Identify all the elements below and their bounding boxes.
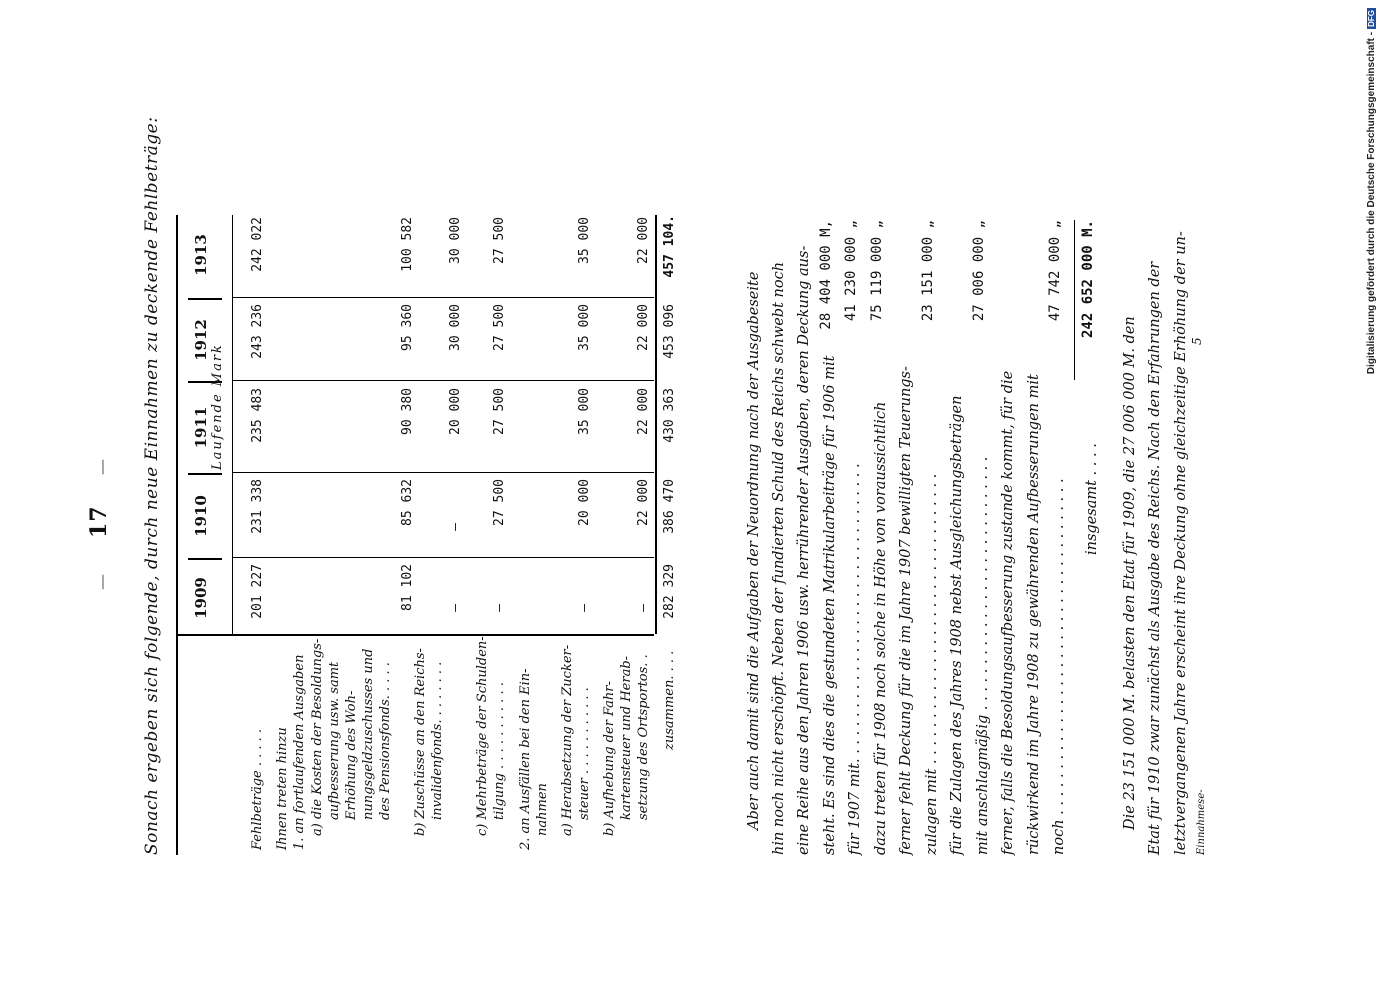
cell-r0-1913: 242 022 — [250, 217, 265, 272]
row-label-6-line-0: 2. an Ausfällen bei den Ein- — [518, 668, 533, 850]
row-label-7-line-1: steuer . . . . . . . . . . . — [577, 687, 592, 820]
amount-1908: 75 119 000 „ — [869, 220, 885, 322]
cell-r5-1913: 27 500 — [492, 217, 507, 264]
cell-r8-1909: — — [636, 604, 651, 612]
para1-line-10: ferner, falls die Besoldungsaufbesserung zustande kommt, für die — [1000, 370, 1016, 855]
para1-line-6: ferner fehlt Deckung für die im Jahre 1907 bewilligten Teuerungs- — [898, 366, 914, 855]
cell-r0-1911: 235 483 — [250, 388, 265, 443]
cell-r5-1911: 27 500 — [492, 388, 507, 435]
header-dash-right: — — [92, 459, 111, 475]
row-label-3-line-4: des Pensionsfonds. . . . . — [378, 662, 393, 820]
cell-r7-1911: 35 000 — [577, 388, 592, 435]
total-1913: 457 104. — [662, 215, 677, 278]
amount-1907: 41 230 000 „ — [843, 220, 859, 322]
cell-r7-1909: — — [577, 604, 592, 612]
para2-line-1: Etat für 1910 zwar zunächst als Ausgabe des Reichs. Nach den Erfahrungen der — [1147, 261, 1163, 855]
year-1911: 1911 — [192, 406, 210, 449]
row-label-fehlbetraege: Fehlbeträge . . . . . — [250, 728, 265, 850]
sum-rule — [655, 215, 657, 634]
cell-r3-1912: 95 360 — [400, 304, 415, 351]
cell-r0-1910: 231 338 — [250, 479, 265, 534]
total-label: zusammen. . . . — [662, 650, 677, 750]
cell-r8-1912: 22 000 — [636, 304, 651, 351]
cell-r4-1912: 30 000 — [448, 304, 463, 351]
para1-line-1: hin noch nicht erschöpft. Neben der fundierten Schuld des Reichs schwebt noch — [771, 261, 787, 855]
para1-line-5: dazu treten für 1908 noch solche in Höhe von voraussichtlich — [873, 401, 889, 855]
row-label-5-line-1: tilgung . . . . . . . . . . . — [492, 682, 507, 820]
cell-r3-1913: 100 582 — [400, 217, 415, 272]
header-bottom-rule — [232, 215, 233, 636]
row-label-4-line-0: b) Zuschüsse an den Reichs- — [413, 648, 428, 836]
header-dash-left: — — [92, 574, 111, 590]
para1-line-2: eine Reihe aus den Jahren 1906 usw. herrührender Ausgaben, deren Deckung aus- — [796, 245, 812, 855]
year-1913: 1913 — [192, 234, 210, 276]
cell-r0-1909: 201 227 — [250, 564, 265, 619]
year-1909: 1909 — [192, 577, 210, 619]
cell-r7-1913: 35 000 — [577, 217, 592, 264]
total-1912: 453 096 — [662, 304, 677, 359]
para2-line-0: Die 23 151 000 M. belasten den Etat für 1909, die 27 006 000 M. den — [1122, 316, 1138, 830]
total-1911: 430 363 — [662, 388, 677, 443]
credit-text: Digitalisierung gefördert durch die Deutsche Forschungsgemeinschaft - — [1365, 31, 1377, 375]
label-column-rule — [176, 634, 654, 636]
amount-aufbesserung: 47 742 000 „ — [1047, 220, 1063, 322]
cell-r4-1913: 30 000 — [448, 217, 463, 264]
para1-line-3: steht. Es sind dies die gestundeten Matrikularbeiträge für 1906 mit — [822, 355, 838, 855]
intro-line: Sonach ergeben sich folgende, durch neue Einnahmen zu deckende Fehlbeträge: — [142, 116, 162, 855]
row-label-7-line-0: a) Herabsetzung der Zucker- — [560, 644, 575, 836]
row-label-3-line-3: nungsgeldzuschusses und — [361, 648, 376, 820]
row-label-3-line-2: Erhöhung des Woh- — [344, 690, 359, 820]
cell-r3-1911: 90 380 — [400, 388, 415, 435]
cell-r8-1910: 22 000 — [636, 479, 651, 526]
row-label-4-line-1: invalidenfonds. . . . . . . . — [430, 661, 445, 820]
para1-line-7: zulagen mit . . . . . . . . . . . . . . . . . . . . . . . . . . . . . . . . — [924, 473, 940, 855]
amount-1906: 28 404 000 M, — [818, 220, 834, 330]
signature-mark: 5 — [1190, 337, 1204, 345]
year-1912: 1912 — [192, 319, 210, 361]
cell-r4-1909: — — [448, 604, 463, 612]
dfg-logo: DFG — [1366, 10, 1376, 27]
cell-r8-1911: 22 000 — [636, 388, 651, 435]
digitization-credit — [1364, 8, 1378, 993]
cell-r7-1910: 20 000 — [577, 479, 592, 526]
para1-line-9: mit anschlagmäßig . . . . . . . . . . . . . . . . . . . . . . . . . . . . — [975, 456, 991, 855]
para2-line-2: letztvergangenen Jahre erscheint ihre Deckung ohne gleichzeitige Erhöhung der un- — [1173, 231, 1189, 855]
cell-r3-1910: 85 632 — [400, 479, 415, 526]
row-label-8-line-1: kartensteuer und Herab- — [619, 655, 634, 820]
cell-r8-1913: 22 000 — [636, 217, 651, 264]
cell-r4-1910: — — [448, 523, 463, 531]
cell-r5-1909: — — [492, 604, 507, 612]
para1-line-0: Aber auch damit sind die Aufgaben der Neuordnung nach der Ausgabeseite — [746, 271, 762, 830]
year-1910: 1910 — [192, 495, 210, 537]
row-label-5-line-0: c) Mehrbeträge der Schulden- — [475, 636, 490, 836]
cell-r4-1911: 20 000 — [448, 388, 463, 435]
cell-r0-1912: 243 236 — [250, 304, 265, 359]
cell-r5-1910: 27 500 — [492, 479, 507, 526]
insgesamt-label: insgesamt . . . . — [1084, 443, 1100, 555]
row-label-fortlaufend: 1. an fortlaufenden Ausgaben — [292, 654, 307, 850]
row-label-3-line-1: aufbesserung usw. samt — [327, 661, 342, 820]
cell-r7-1912: 35 000 — [577, 304, 592, 351]
cell-r5-1912: 27 500 — [492, 304, 507, 351]
amount-sum-rule — [1074, 220, 1075, 380]
page-number: 17 — [86, 505, 112, 538]
total-1909: 282 329 — [662, 564, 677, 619]
row-label-3-line-0: a) die Kosten der Besoldungs- — [310, 638, 325, 836]
table-top-rule — [176, 215, 178, 855]
amount-teuerung-1907: 23 151 000 „ — [920, 220, 936, 322]
row-label-hinzu: Ihnen treten hinzu — [275, 727, 290, 850]
row-label-8-line-0: b) Aufhebung der Fahr- — [602, 681, 617, 836]
cell-r3-1909: 81 102 — [400, 564, 415, 611]
unit-label: Laufende Mark — [210, 343, 225, 470]
para1-line-4: für 1907 mit. . . . . . . . . . . . . . . . . . . . . . . . . . . . . . . . . — [847, 463, 863, 855]
row-label-8-line-2: setzung des Ortsportos. . — [636, 654, 651, 820]
insgesamt-value: 242 652 000 M. — [1080, 220, 1096, 339]
catchword: Einnahmese- — [1196, 789, 1207, 855]
para1-line-11: rückwirkend im Jahre 1908 zu gewährenden Aufbesserungen mit — [1026, 374, 1042, 855]
para1-line-12: noch . . . . . . . . . . . . . . . . . . . . . . . . . . . . . . . . . . . . . — [1051, 478, 1067, 855]
total-1910: 386 470 — [662, 479, 677, 534]
amount-zulagen-1908: 27 006 000 „ — [971, 220, 987, 322]
para1-line-8: für die Zulagen des Jahres 1908 nebst Ausgleichungsbeträgen — [949, 395, 965, 855]
row-label-6-line-1: nahmen — [535, 783, 550, 836]
